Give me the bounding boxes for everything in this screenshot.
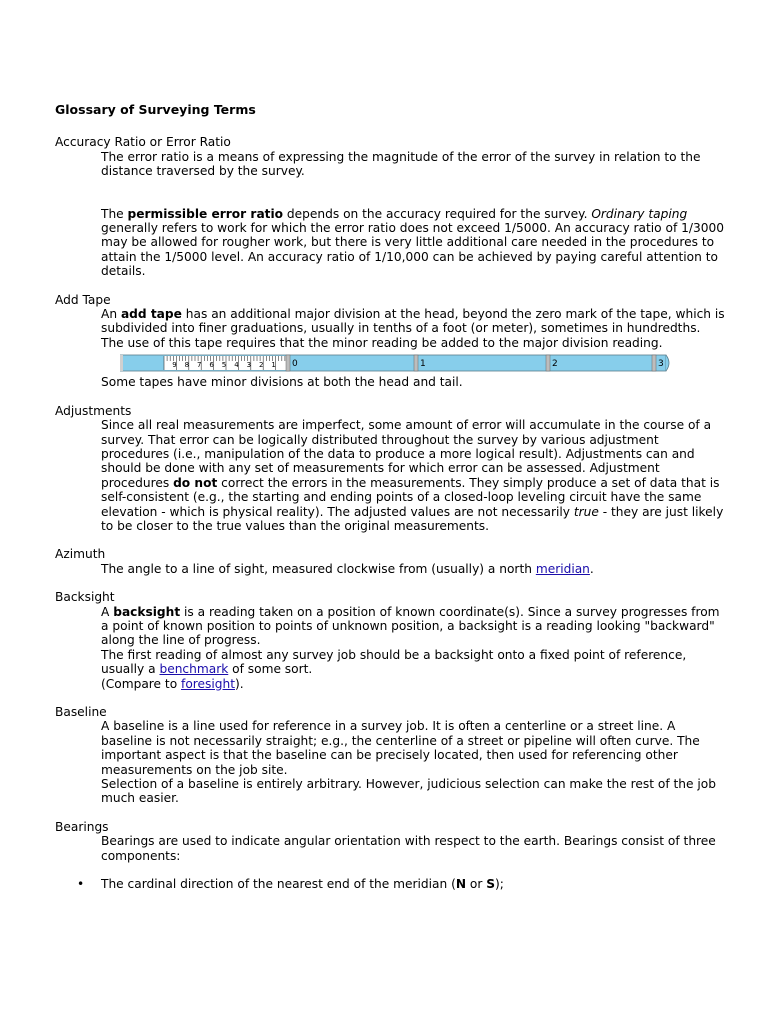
text-fragment: The cardinal direction of the nearest end of the meridian ( <box>101 877 456 892</box>
text-fragment: of some sort. <box>228 662 313 677</box>
tape-minor-label: 7 <box>197 361 202 370</box>
bold-term-backsight: backsight <box>113 604 181 619</box>
tape-minor-label: 8 <box>184 361 190 370</box>
term-backsight: Backsight <box>55 590 115 605</box>
tape-major-label: 2 <box>552 359 558 370</box>
definition-backsight-p2 <box>101 648 725 677</box>
tape-minor-label: 3 <box>246 361 252 370</box>
text-fragment: generally refers to work for which the error ratio does not exceed 1/5000. An accuracy ratio of 1/3000 may be allowed for rougher work, but there is very little additional care needed in the procedures to attain the 1/5000 level. An accuracy ratio of 1/10,000 can be achieved by paying careful attention to details. <box>101 221 725 279</box>
term-bearings: Bearings <box>55 819 109 834</box>
tape-major-marker <box>414 355 418 371</box>
text-fragment: ). <box>235 676 244 691</box>
tape-major-label: 3 <box>658 359 664 370</box>
tape-tail <box>666 355 669 371</box>
definition-adjustments-p1 <box>101 418 725 533</box>
text-fragment: depends on the accuracy required for the survey. <box>283 206 592 221</box>
tape-minor-label: 9 <box>172 361 177 370</box>
bold-letter-s: S <box>486 877 496 892</box>
link-meridian[interactable]: meridian <box>535 561 590 576</box>
definition-baseline-p2: Selection of a baseline is entirely arbitrary. However, judicious selection can make the rest of the job much easier. <box>101 777 716 806</box>
tape-major-marker <box>546 355 550 371</box>
list-item <box>55 877 725 891</box>
definition-backsight-p3 <box>101 677 725 691</box>
link-foresight[interactable]: foresight <box>181 676 235 691</box>
text-fragment: The <box>101 206 128 221</box>
text-fragment: - they are just likely to be closer to the true values than the original measurements. <box>101 504 724 533</box>
term-adjustments: Adjustments <box>55 403 132 418</box>
bold-term-permissible-error-ratio: permissible error ratio <box>127 206 284 221</box>
bold-letter-n: N <box>455 877 467 892</box>
add-tape-diagram <box>120 353 672 373</box>
definition-azimuth <box>101 562 725 576</box>
text-fragment: An <box>101 307 121 322</box>
tape-major-marker <box>286 355 290 371</box>
term-baseline: Baseline <box>55 705 107 719</box>
page-title: Glossary of Surveying Terms <box>55 102 256 117</box>
definition-baseline-p1: A baseline is a line used for reference in a survey job. It is often a centerline or a street line. A baseline is not necessarily straight; e.g., the centerline of a street or pipeline will often curve. The important aspect is that the baseline can be precisely located, then used for referencing other measurements on the job site. <box>101 719 700 777</box>
text-fragment: Since all real measurements are imperfect, some amount of error will accumulate in the course of a survey. That error can be logically distributed throughout the survey by various adjustment procedures (i.e., manipulation of the data to produce a more logical result). Adjustments can and should be done with any set of measurements for which error can be assessed. Adjustment procedures <box>101 418 712 490</box>
italic-text-true: true <box>573 504 599 519</box>
definition-accuracy-p2 <box>101 207 725 279</box>
bold-text-do-not: do not <box>173 475 218 490</box>
tape-minor-label: 2 <box>259 361 264 370</box>
text-fragment: or <box>466 877 487 892</box>
definition-backsight-p1 <box>101 605 725 648</box>
tape-major-label: 1 <box>420 359 426 370</box>
definition-add-tape-p1 <box>101 307 725 350</box>
definition-add-tape-p2: Some tapes have minor divisions at both the head and tail. <box>101 375 463 390</box>
text-fragment: ); <box>495 877 504 892</box>
tape-illustration <box>120 353 672 373</box>
text-fragment: . <box>589 561 594 576</box>
text-fragment: The first reading of almost any survey job should be a backsight onto a fixed point of reference, usually a <box>101 647 687 677</box>
tape-minor-label: 5 <box>221 361 227 370</box>
document-page <box>55 103 725 891</box>
link-benchmark[interactable]: benchmark <box>159 662 229 677</box>
tape-major-label: 0 <box>292 359 298 370</box>
tape-major-marker <box>652 355 656 371</box>
tape-minor-label: 6 <box>209 361 214 370</box>
bold-term-add-tape: add tape <box>120 307 182 322</box>
text-fragment: A <box>101 604 114 619</box>
term-accuracy-ratio: Accuracy Ratio or Error Ratio <box>55 135 231 150</box>
bullet-icon: • <box>77 877 85 892</box>
italic-term-ordinary-taping: Ordinary taping <box>591 206 688 221</box>
text-fragment: The angle to a line of sight, measured clockwise from (usually) a north <box>101 561 536 576</box>
text-fragment: (Compare to <box>101 676 182 691</box>
text-fragment: is a reading taken on a position of known coordinate(s). Since a survey progresses from a point of known position to points of unknown position, a backsight is a reading looking "backward" along the line of progress. <box>101 604 720 648</box>
text-fragment: has an additional major division at the head, beyond the zero mark of the tape, which is subdivided into finer graduations, usually in tenths of a foot (or meter), sometimes in hundredths. The use of this tape requires that the minor reading be added to the major division reading. <box>101 307 725 350</box>
tape-head-edge <box>120 355 123 371</box>
definition-accuracy-p1: The error ratio is a means of expressing the magnitude of the error of the survey in relation to the distance traversed by the survey. <box>101 149 701 179</box>
term-azimuth: Azimuth <box>55 547 106 562</box>
tape-minor-label: 1 <box>271 361 276 370</box>
bearings-component-list <box>55 877 725 891</box>
term-add-tape: Add Tape <box>55 292 111 307</box>
definition-bearings-p1: Bearings are used to indicate angular orientation with respect to the earth. Bearings consist of three components: <box>101 834 716 863</box>
tape-minor-label: 4 <box>234 361 239 370</box>
text-fragment: correct the errors in the measurements. They simply produce a set of data that is self-consistent (e.g., the starting and ending points of a closed-loop leveling circuit have the same elevation - which is physical reality). The adjusted values are not necessarily <box>101 475 720 519</box>
